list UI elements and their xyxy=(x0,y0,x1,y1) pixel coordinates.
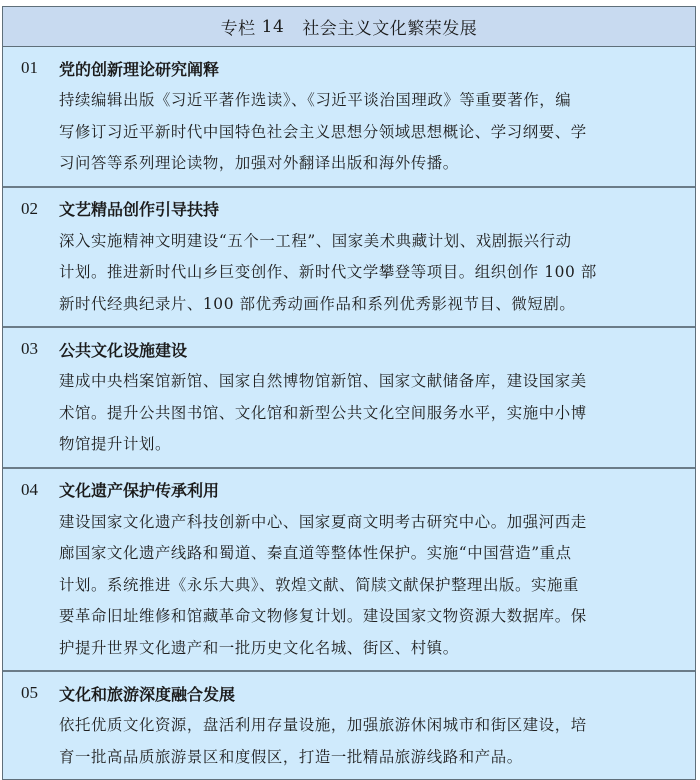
body-line: 深入实施精神文明建设“五个一工程”、国家美术典藏计划、戏剧振兴行动 xyxy=(59,231,572,250)
column-number: 14 xyxy=(261,16,285,37)
section-heading xyxy=(3,473,695,507)
body-line: 术馆。提升公共图书馆、文化馆和新型公共文化空间服务水平，实施中小博 xyxy=(59,403,587,422)
section-title: 文化和旅游深度融合发展 xyxy=(59,684,236,704)
section-body xyxy=(3,366,695,461)
section-title: 党的创新理论研究阐释 xyxy=(59,59,220,79)
section-number: 01 xyxy=(21,58,38,77)
body-line: 育一批高品质旅游景区和度假区，打造一批精品旅游线路和产品。 xyxy=(59,747,523,766)
section-body xyxy=(3,507,695,665)
body-line: 建成中央档案馆新馆、国家自然博物馆新馆、国家文献储备库，建设国家美 xyxy=(59,372,587,390)
section-body xyxy=(3,710,695,773)
body-line: 写修订习近平新时代中国特色社会主义思想分领域思想概论、学习纲要、学 xyxy=(59,122,587,141)
body-line: 习问答等系列理论读物，加强对外翻译出版和海外传播。 xyxy=(59,154,459,172)
section-heading xyxy=(3,332,695,366)
column-box xyxy=(2,6,696,780)
section-title: 公共文化设施建设 xyxy=(59,340,188,360)
body-line: 新时代经典纪录片、100 部优秀动画作品和系列优秀影视节目、微短剧。 xyxy=(59,294,576,313)
body-line: 建设国家文化遗产科技创新中心、国家夏商文明考古研究中心。加强河西走 xyxy=(59,512,587,531)
section-body xyxy=(3,226,695,321)
section-01 xyxy=(3,47,695,188)
body-line: 要革命旧址维修和馆藏革命文物修复计划。建设国家文物资源大数据库。保 xyxy=(59,607,587,625)
column-header xyxy=(3,7,695,47)
body-line: 廊国家文化遗产线路和蜀道、秦直道等整体性保护。实施“中国营造”重点 xyxy=(59,544,572,562)
body-line: 依托优质文化资源，盘活利用存量设施，加强旅游休闲城市和街区建设，培 xyxy=(59,716,587,734)
body-line: 物馆提升计划。 xyxy=(59,435,171,453)
section-heading xyxy=(3,676,695,710)
column-label: 专栏 xyxy=(220,19,256,39)
section-04 xyxy=(3,469,695,673)
section-number: 04 xyxy=(21,479,38,499)
section-02 xyxy=(3,188,695,329)
column-title: 社会主义文化繁荣发展 xyxy=(302,19,478,39)
section-05 xyxy=(3,672,695,779)
section-heading xyxy=(3,51,695,85)
section-number: 05 xyxy=(21,683,38,702)
body-line: 计划。系统推进《永乐大典》、敦煌文献、简牍文献保护整理出版。实施重 xyxy=(59,575,579,594)
body-line: 持续编辑出版《习近平著作选读》、《习近平谈治国理政》等重要著作，编 xyxy=(59,91,572,109)
section-number: 03 xyxy=(21,339,38,358)
section-title: 文艺精品创作引导扶持 xyxy=(59,200,220,219)
section-number: 02 xyxy=(21,198,38,218)
section-title: 文化遗产保护传承利用 xyxy=(59,481,220,500)
body-line: 护提升世界文化遗产和一批历史文化名城、街区、村镇。 xyxy=(59,638,459,657)
section-body xyxy=(3,85,695,180)
body-line: 计划。推进新时代山乡巨变创作、新时代文学攀登等项目。组织创作 100 部 xyxy=(59,263,597,281)
section-heading xyxy=(3,192,695,226)
section-03 xyxy=(3,328,695,469)
